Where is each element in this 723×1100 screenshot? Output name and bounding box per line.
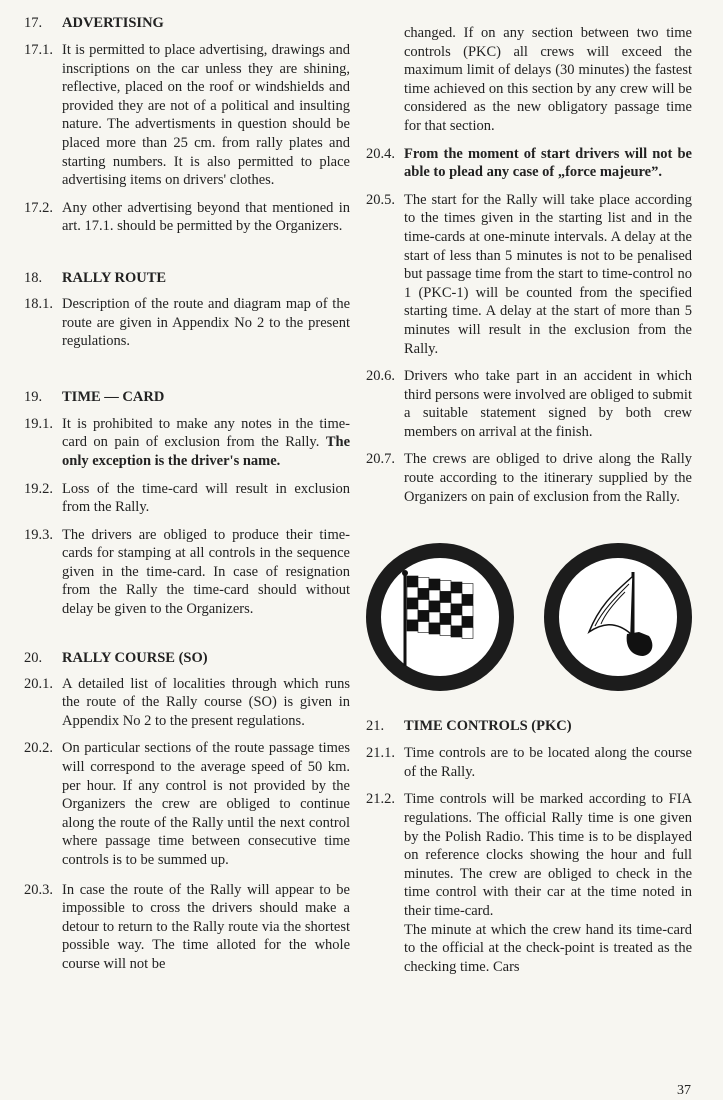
para-17-2: 17.2. Any other advertising beyond that mentioned in art. 17.1. should be permitted by the Organizers. [24, 199, 350, 235]
para-20-5: 20.5. The start for the Rally will take place according to the times given in the starting list and in the time-cards at one-minute intervals. A delay at the start of less than 5 minutes is not to be penalised but passage time from the start to time-control no 1 (PKC-1) will be counted from the specified starting time. A delay at the start of more than 5 minutes will result in the exclusion from the Rally. [366, 191, 692, 357]
section-17-heading: 17. ADVERTISING [24, 15, 164, 31]
checkered-flag-emblem [366, 543, 514, 691]
para-17-1: 17.1. It is permitted to place advertising, drawings and inscriptions on the car unless they are shining, reflective, placed on the roof or windshields and provided they are not of a political and insulting nature. The advertisments in question should be placed more than 25 cm. from rally plates and starting numbers. It is also permitted to place advertising items on drivers' clothes. [24, 42, 350, 189]
para-20-4: 20.4. From the moment of start drivers will not be able to plead any case of „force majeure”. [366, 145, 692, 181]
section-19-heading: 19. TIME — CARD [24, 388, 165, 405]
para-18-1: 18.1. Description of the route and diagram map of the route are given in Appendix No 2 to the present regulations. [24, 295, 350, 350]
para-21-2: 21.2. Time controls will be marked according to FIA regulations. The official Rally time is one given by the Polish Radio. This time is to be displayed on reference clocks showing the hour and full minutes. The crew are obliged to check in the time control with their car at the time noted in their time-card. [366, 791, 692, 919]
para-20-7: 20.7. The crews are obliged to drive along the Rally route according to the itinerary supplied by the Organizers on pain of exclusion from the Rally. [366, 451, 692, 505]
para-20-3-continued: changed. If on any section between two time controls (PKC) all crews will exceed the maximum limit of delays (30 minutes) the fastest time achieved on this section by any crew will be considered as the new obligatory passage time for that section. [404, 25, 692, 134]
para-19-3: 19.3. The drivers are obliged to produce their time-cards for stamping at all controls in the sequence given in the time-card. In case of resignation from the Rally the time-card should without delay be given to the Organizers. [24, 526, 350, 618]
rally-flags-illustration [366, 534, 692, 699]
section-20-heading: 20. RALLY COURSE (SO) [24, 649, 208, 666]
page-number: 37 [677, 1083, 691, 1098]
left-column [24, 8, 350, 974]
para-20-2: 20.2. On particular sections of the route passage times will correspond to the average speed of 50 km. per hour. If any control is not provided by the Organizers the crew are obliged to continue along the route of the Rally until the next control where passage time between consecutive time controls is to be summed up. [24, 740, 350, 868]
section-21-heading: 21. TIME CONTROLS (PKC) [366, 718, 572, 735]
waving-flag-icon [563, 562, 673, 672]
para-20-3: 20.3. In case the route of the Rally will appear to be impossible to cross the drivers should make a detour to return to the Rally route via the shortest possible way. The time alloted for the whole course will not be [24, 881, 350, 972]
right-column [366, 8, 692, 976]
para-20-6: 20.6. Drivers who take part in an accident in which third persons were involved are obliged to submit a suitable statement signed by both crew members on arrival at the finish. [366, 368, 692, 440]
para-21-1: 21.1. Time controls are to be located along the course of the Rally. [366, 745, 692, 780]
checkered-flag-icon [385, 562, 495, 672]
waving-flag-emblem [544, 543, 692, 691]
section-18-heading: 18. RALLY ROUTE [24, 269, 167, 286]
para-19-1: 19.1. It is prohibited to make any notes in the time-card on pain of exclusion from the Rally. The only exception is the driver's name. [24, 415, 351, 469]
para-20-1: 20.1. A detailed list of localities through which runs the route of the Rally course (SO) is given in Appendix No 2 to the present regulations. [24, 675, 350, 729]
para-19-2: 19.2. Loss of the time-card will result in exclusion from the Rally. [24, 480, 350, 516]
para-21-2-continued: The minute at which the crew hand its time-card to the official at the check-point is treated as the checking time. Cars [404, 921, 692, 975]
